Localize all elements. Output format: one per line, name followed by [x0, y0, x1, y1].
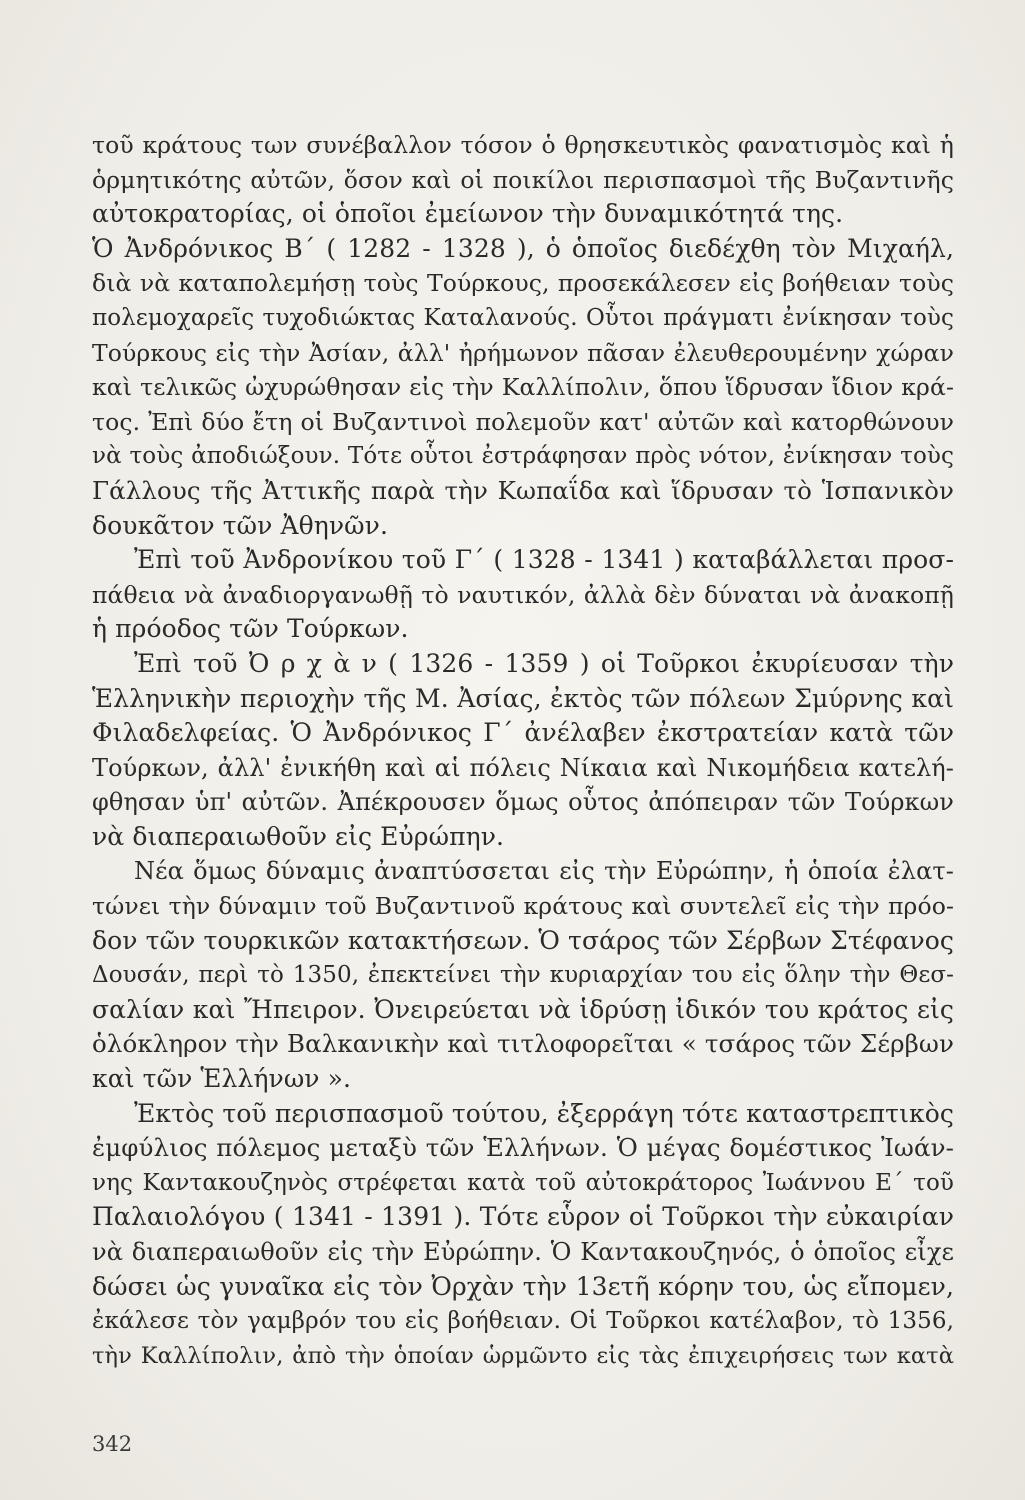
text-line: ὁρμητικότης αὐτῶν, ὅσον καὶ οἱ ποικίλοι περισπασμοὶ τῆς Βυζαντινῆς [92, 165, 954, 194]
text-line: πολεμοχαρεῖς τυχοδιώκτας Καταλανούς. Οὗτοι πράγματι ἐνίκησαν τοὺς [92, 304, 954, 331]
text-line: Ἑλληνικὴν περιοχὴν τῆς Μ. Ἀσίας, ἐκτὸς τῶν πόλεων Σμύρνης καὶ [92, 683, 954, 713]
page-number: 342 [92, 1432, 133, 1456]
text-line: νὰ τοὺς ἀποδιώξουν. Τότε οὗτοι ἐστράφησαν πρὸς νότον, ἐνίκησαν τοὺς [92, 443, 954, 470]
text-line: Ἐπὶ τοῦ Ἀνδρονίκου τοῦ Γ΄ ( 1328 - 1341 ) καταβάλλεται προσ- [134, 545, 954, 575]
text-line: Ἐκτὸς τοῦ περισπασμοῦ τούτου, ἐξερράγη τότε καταστρεπτικὸς [134, 1098, 954, 1128]
text-line: Τούρκους εἰς τὴν Ἀσίαν, ἀλλ' ἠρήμωνον πᾶσαν ἐλευθερουμένην χώραν [92, 338, 954, 367]
text-line: νὰ διαπεραιωθοῦν εἰς Εὐρώπην. [92, 821, 505, 851]
text-line: νὰ διαπεραιωθοῦν εἰς τὴν Εὐρώπην. Ὁ Καντακουζηνός, ὁ ὁποῖος εἶχε [92, 1238, 954, 1266]
text-line: Γάλλους τῆς Ἀττικῆς παρὰ τὴν Κωπαΐδα καὶ ἵδρυσαν τὸ Ἱσπανικὸν [92, 475, 954, 505]
text-line: τοῦ κράτους των συνέβαλλον τόσον ὁ θρησκευτικὸς φανατισμὸς καὶ ἡ [92, 131, 954, 159]
text-line: Ὁ Ἀνδρόνικος Β΄ ( 1282 - 1328 ), ὁ ὁποῖος διεδέχθη τὸν Μιχαήλ, [92, 233, 954, 263]
text-line: δουκᾶτον τῶν Ἀθηνῶν. [92, 510, 389, 540]
text-line: Παλαιολόγου ( 1341 - 1391 ). Τότε εὗρον οἱ Τοῦρκοι τὴν εὐκαιρίαν [92, 1202, 954, 1232]
text-line: τος. Ἐπὶ δύο ἔτη οἱ Βυζαντινοὶ πολεμοῦν κατ' αὐτῶν καὶ κατορθώνουν [92, 407, 954, 436]
text-line: καὶ τῶν Ἑλλήνων ». [92, 1064, 352, 1094]
text-line: Δουσάν, περὶ τὸ 1350, ἐπεκτείνει τὴν κυριαρχίαν του εἰς ὅλην τὴν Θεσ- [92, 962, 954, 989]
text-line: Ἐπὶ τοῦ Ὀ ρ χ ὰ ν ( 1326 - 1359 ) οἱ Τοῦρκοι ἐκυρίευσαν τὴν [134, 648, 954, 678]
text-line: τὴν Καλλίπολιν, ἀπὸ τὴν ὁποίαν ὡρμῶντο εἰς τὰς ἐπιχειρήσεις των κατὰ [92, 1342, 954, 1369]
text-line: ἐμφύλιος πόλεμος μεταξὺ τῶν Ἑλλήνων. Ὁ μέγας δομέστικος Ἰωάν- [92, 1133, 954, 1163]
text-line: πάθεια νὰ ἀναδιοργανωθῇ τὸ ναυτικόν, ἀλλὰ δὲν δύναται νὰ ἀνακοπῇ [92, 580, 954, 609]
text-line: αὐτοκρατορίας, οἱ ὁποῖοι ἐμείωνον τὴν δυναμικότητά της. [92, 199, 844, 229]
text-line: ἐκάλεσε τὸν γαμβρόν του εἰς βοήθειαν. Οἱ Τοῦρκοι κατέλαβον, τὸ 1356, [92, 1308, 954, 1335]
text-line: ὁλόκληρον τὴν Βαλκανικὴν καὶ τιτλοφορεῖται « τσάρος τῶν Σέρβων [92, 1029, 954, 1059]
text-line: Νέα ὅμως δύναμις ἀναπτύσσεται εἰς τὴν Εὐρώπην, ἡ ὁποία ἐλατ- [134, 857, 954, 886]
text-line: Τούρκων, ἀλλ' ἐνικήθη καὶ αἱ πόλεις Νίκαια καὶ Νικομήδεια κατελή- [92, 753, 954, 782]
text-line: τώνει τὴν δύναμιν τοῦ Βυζαντινοῦ κράτους καὶ συντελεῖ εἰς τὴν πρόο- [92, 892, 954, 921]
text-line: δώσει ὡς γυναῖκα εἰς τὸν Ὀρχὰν τὴν 13ετῆ κόρην του, ὡς εἴπομεν, [92, 1271, 954, 1301]
text-line: δον τῶν τουρκικῶν κατακτήσεων. Ὁ τσάρος τῶν Σέρβων Στέφανος [92, 925, 954, 955]
body-text [92, 128, 954, 1373]
text-line: διὰ νὰ καταπολεμήσῃ τοὺς Τούρκους, προσεκάλεσεν εἰς βοήθειαν τοὺς [92, 269, 954, 298]
text-line: σαλίαν καὶ Ἤπειρον. Ὀνειρεύεται νὰ ἱδρύσῃ ἰδικόν του κράτος εἰς [92, 994, 954, 1024]
text-line: καὶ τελικῶς ὠχυρώθησαν εἰς τὴν Καλλίπολιν, ὅπου ἵδρυσαν ἴδιον κρά- [92, 373, 954, 402]
text-line: ἡ πρόοδος τῶν Τούρκων. [92, 614, 409, 644]
text-line: φθησαν ὑπ' αὐτῶν. Ἀπέκρουσεν ὅμως οὗτος ἀπόπειραν τῶν Τούρκων [92, 788, 954, 817]
text-line: Φιλαδελφείας. Ὁ Ἀνδρόνικος Γ΄ ἀνέλαβεν ἐκστρατείαν κατὰ τῶν [92, 718, 954, 748]
text-line: νης Καντακουζηνὸς στρέφεται κατὰ τοῦ αὐτοκράτορος Ἰωάννου Ε΄ τοῦ [92, 1169, 954, 1196]
